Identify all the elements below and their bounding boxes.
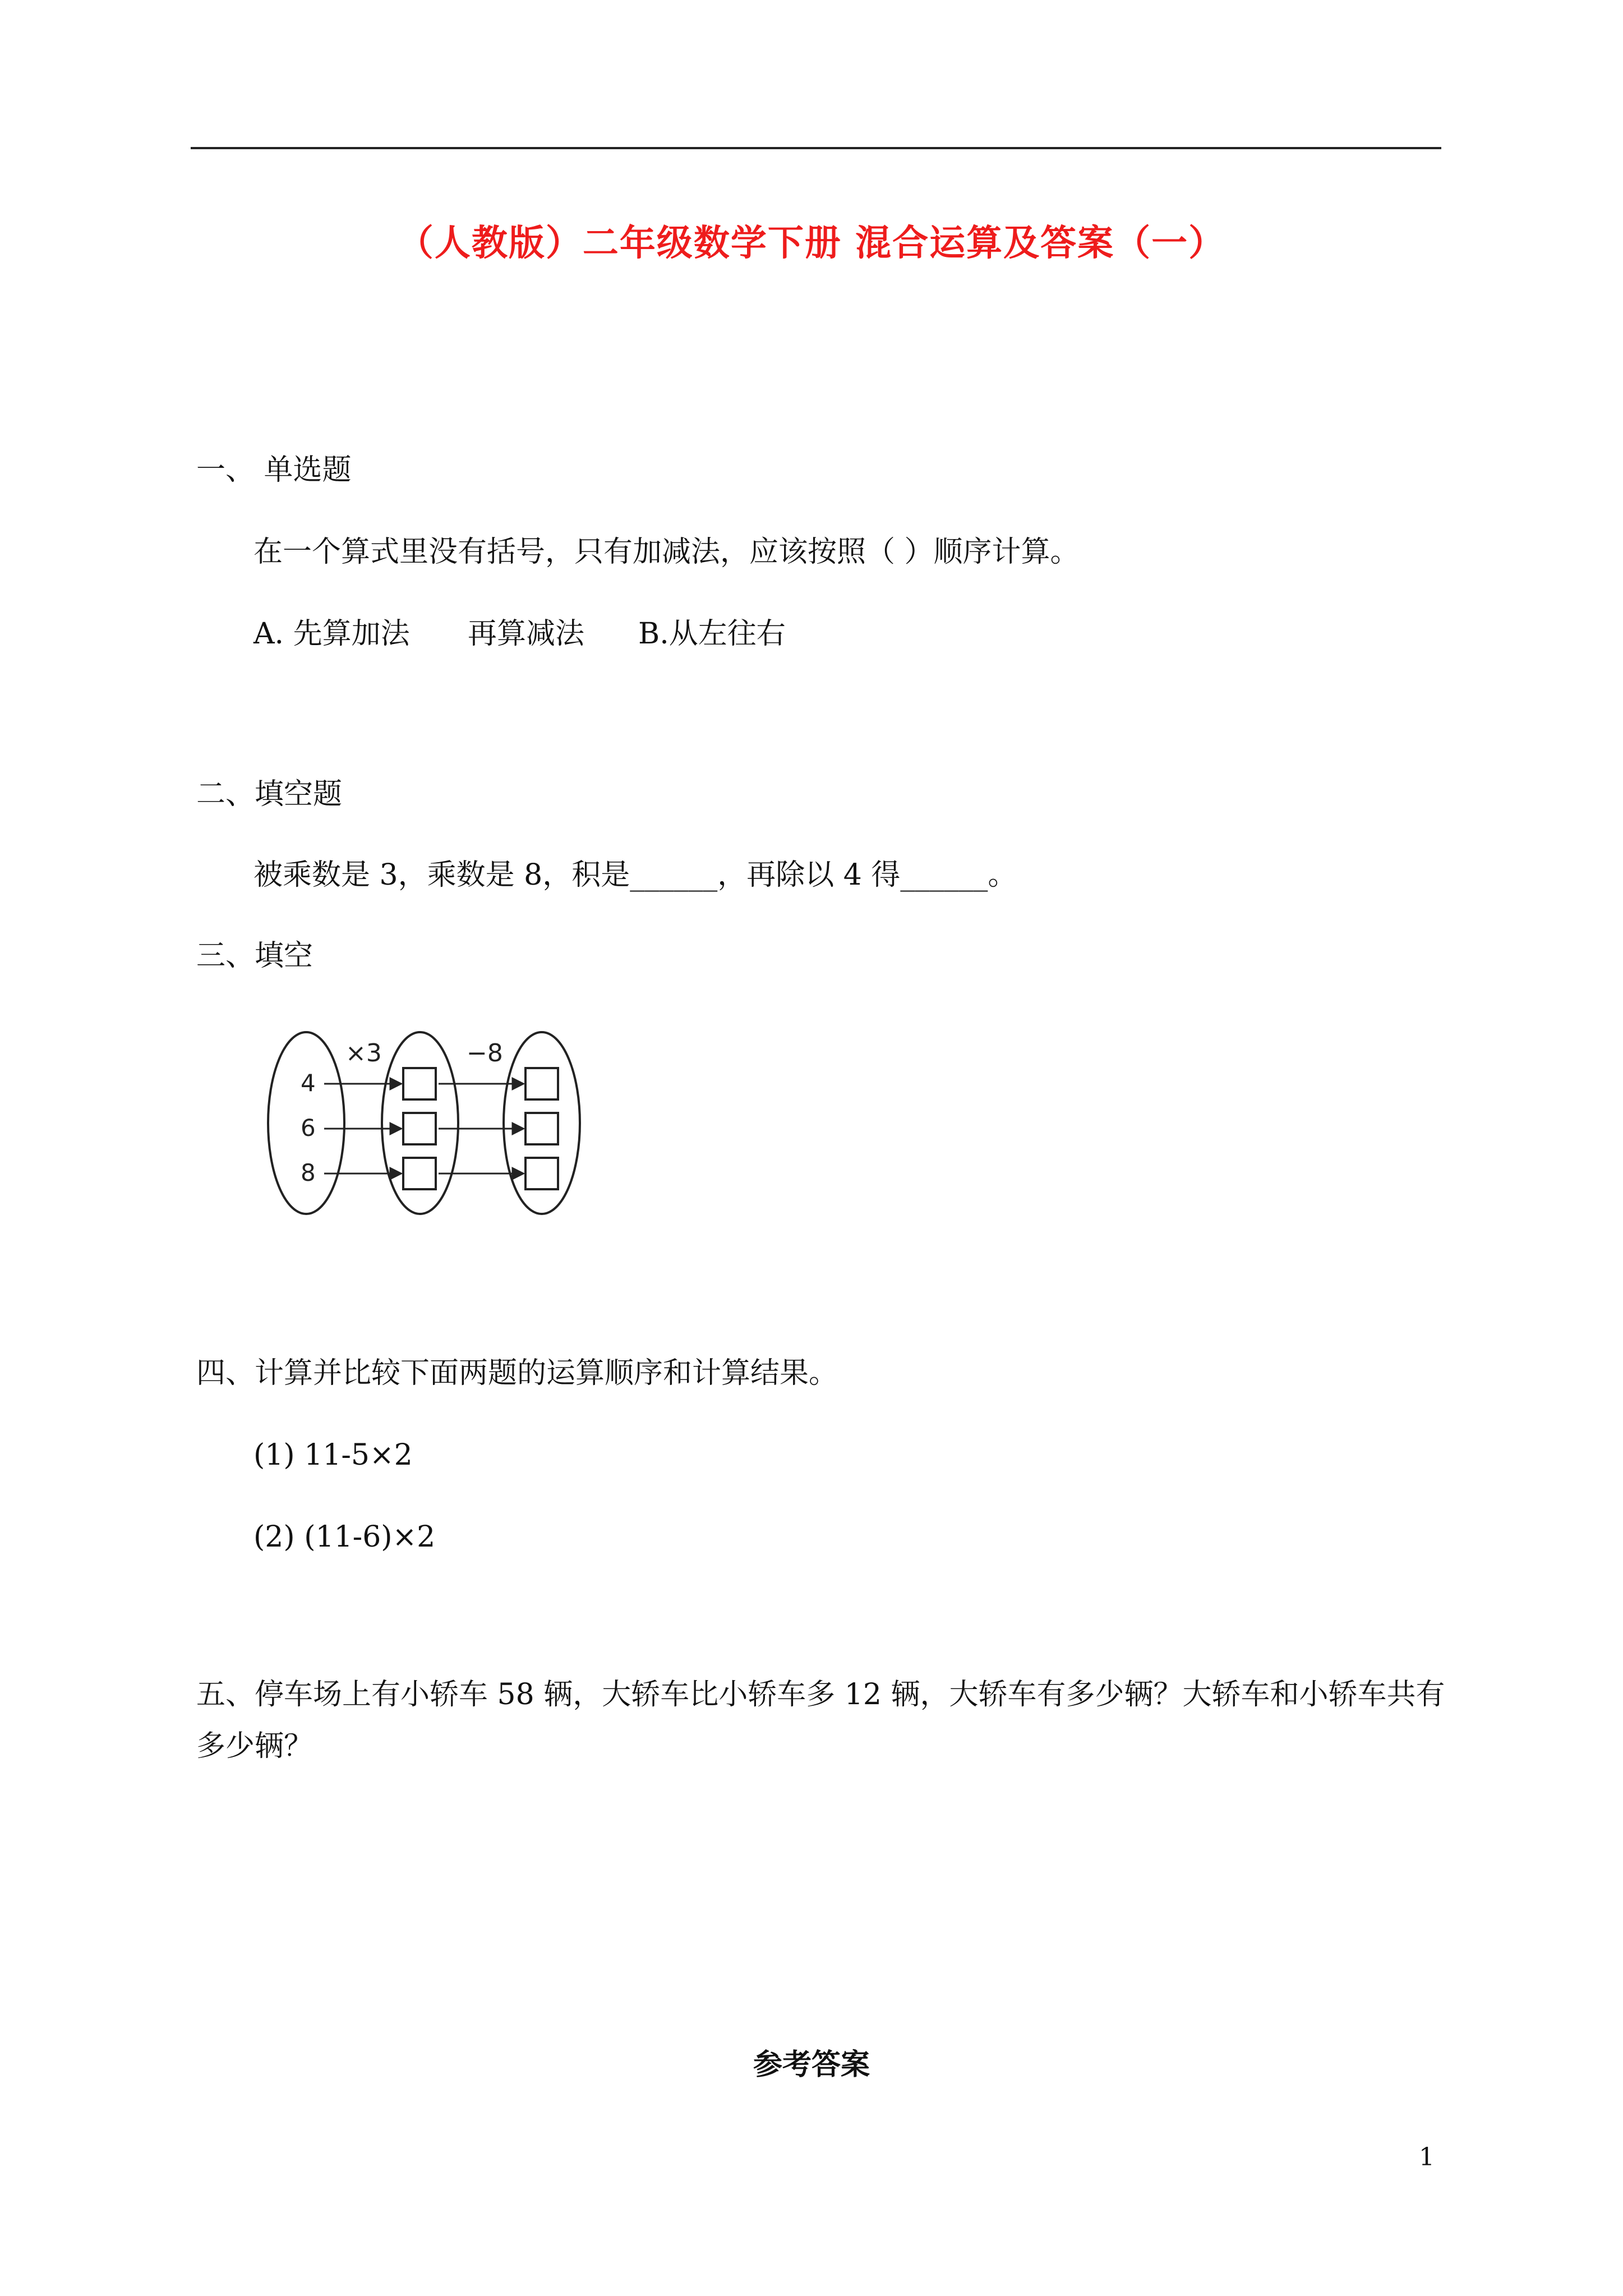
input-value-1: 4 [301, 1069, 316, 1097]
header-rule [191, 147, 1441, 149]
answer-box[interactable] [403, 1068, 436, 1099]
section-4-item-1: (1) 11-5×2 [253, 1438, 413, 1472]
input-value-2: 6 [301, 1114, 316, 1142]
answers-heading: 参考答案 [753, 2047, 870, 2082]
section-1-question: 在一个算式里没有括号，只有加减法，应该按照（ ）顺序计算。 [253, 535, 1080, 569]
answer-box[interactable] [525, 1158, 558, 1189]
section-4-item-2: (2) (11-6)×2 [253, 1520, 436, 1554]
option-b: B.从左往右 [638, 617, 786, 651]
option-a-continued: 再算减法 [468, 617, 585, 651]
section-1-heading: 一、 单选题 [196, 453, 352, 487]
section-2-question: 被乘数是 3，乘数是 8，积是______，再除以 4 得______。 [253, 858, 1017, 892]
operation-label-1: ×3 [345, 1039, 382, 1068]
section-3-heading: 三、填空 [196, 939, 313, 973]
section-2-heading: 二、填空题 [196, 777, 343, 811]
operation-label-2: −8 [467, 1039, 503, 1068]
section-5-question: 五、停车场上有小轿车 58 辆，大轿车比小轿车多 12 辆，大轿车有多少辆？大轿车和小轿车共有多少辆？ [196, 1678, 1445, 1763]
answer-box[interactable] [525, 1113, 558, 1144]
answer-box[interactable] [403, 1158, 436, 1189]
answer-box[interactable] [525, 1068, 558, 1099]
option-a: A. 先算加法 [253, 617, 410, 651]
page-number: 1 [1419, 2143, 1435, 2171]
answer-box[interactable] [403, 1113, 436, 1144]
mapping-diagram [261, 1022, 598, 1224]
input-value-3: 8 [301, 1159, 316, 1186]
section-4-heading: 四、计算并比较下面两题的运算顺序和计算结果。 [196, 1356, 838, 1390]
page-title: （人教版）二年级数学下册 混合运算及答案（一） [397, 222, 1226, 264]
